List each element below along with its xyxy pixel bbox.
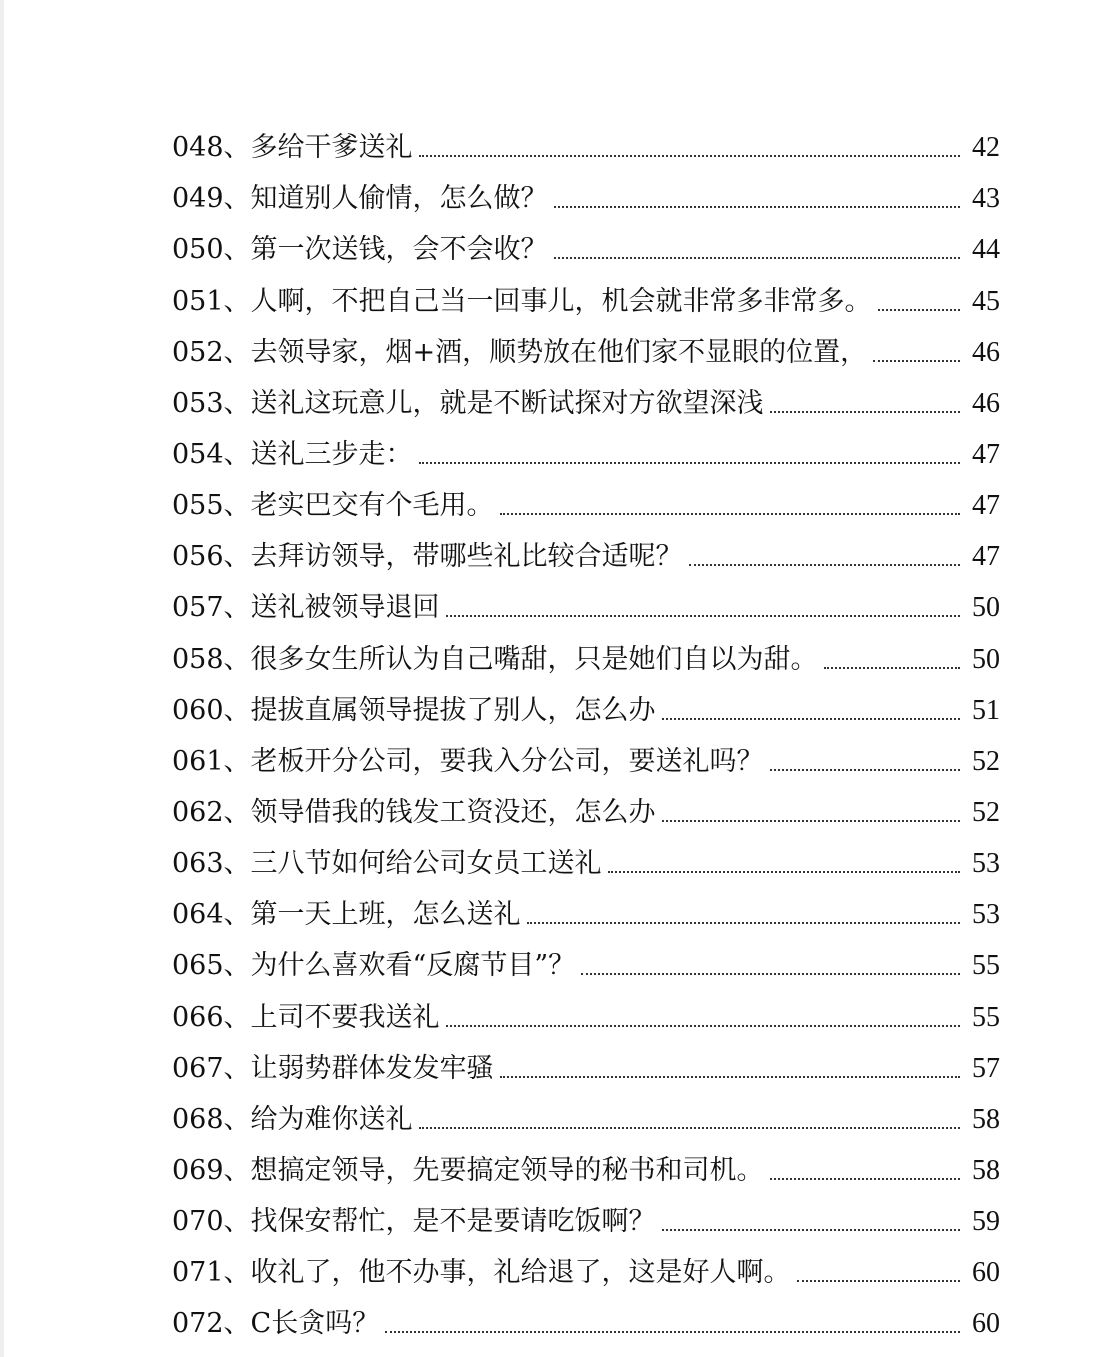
toc-entry[interactable]: [172, 1039, 1000, 1090]
entry-page-number: 60: [972, 1257, 1000, 1289]
entry-number: 063、: [172, 848, 251, 880]
dot-leader: [446, 615, 960, 617]
dot-leader: [554, 257, 960, 259]
dot-leader: [662, 820, 960, 822]
entry-number: 057、: [172, 592, 251, 624]
entry-page-number: 52: [972, 745, 1000, 777]
toc-entry[interactable]: [172, 220, 1000, 271]
dot-leader: [797, 1280, 960, 1282]
entry-title: 送礼被领导退回: [250, 592, 440, 624]
dot-leader: [419, 462, 960, 464]
entry-title: 送礼这玩意儿，就是不断试探对方欲望深浅: [250, 387, 764, 419]
toc-entry[interactable]: [172, 936, 1000, 987]
entry-title: 去领导家，烟+酒，顺势放在他们家不显眼的位置，: [250, 336, 868, 368]
entry-page-number: 58: [972, 1103, 1000, 1135]
entry-number: 058、: [172, 643, 251, 675]
toc-entry[interactable]: [172, 732, 1000, 783]
dot-leader: [527, 922, 960, 924]
dot-leader: [419, 155, 960, 157]
toc-entry[interactable]: [172, 783, 1000, 834]
entry-page-number: 50: [972, 592, 1000, 624]
entry-title: 领导借我的钱发工资没还，怎么办: [250, 796, 656, 828]
entry-page-number: 44: [972, 234, 1000, 266]
dot-leader: [581, 973, 960, 975]
entry-page-number: 43: [972, 183, 1000, 215]
dot-leader: [770, 411, 960, 413]
entry-page-number: 47: [972, 541, 1000, 573]
toc-entry[interactable]: [172, 1192, 1000, 1243]
entry-number: 060、: [172, 694, 251, 726]
dot-leader: [878, 309, 960, 311]
entry-page-number: 58: [972, 1154, 1000, 1186]
entry-page-number: 47: [972, 490, 1000, 522]
dot-leader: [500, 1076, 960, 1078]
toc-entry[interactable]: [172, 1141, 1000, 1192]
entry-number: 049、: [172, 183, 251, 215]
entry-page-number: 60: [972, 1308, 1000, 1340]
entry-number: 064、: [172, 899, 251, 931]
page-left-edge: [0, 0, 4, 1357]
entry-number: 070、: [172, 1206, 251, 1238]
entry-title: 送礼三步走：: [250, 438, 413, 470]
entry-number: 052、: [172, 336, 251, 368]
dot-leader: [770, 769, 960, 771]
toc-entry[interactable]: [172, 118, 1000, 169]
entry-title: 为什么喜欢看“反腐节目”？: [250, 950, 576, 982]
entry-title: 收礼了，他不办事，礼给退了，这是好人啊。: [250, 1257, 791, 1289]
entry-number: 067、: [172, 1052, 251, 1084]
dot-leader: [446, 1025, 960, 1027]
toc-entry[interactable]: [172, 169, 1000, 220]
entry-title: 第一天上班，怎么送礼: [250, 899, 521, 931]
entry-number: 071、: [172, 1257, 251, 1289]
entry-number: 048、: [172, 132, 251, 164]
entry-number: 065、: [172, 950, 251, 982]
entry-page-number: 53: [972, 899, 1000, 931]
entry-title: 让弱势群体发发牢骚: [250, 1052, 494, 1084]
entry-page-number: 42: [972, 132, 1000, 164]
table-of-contents: [172, 118, 1000, 1345]
dot-leader: [500, 513, 960, 515]
dot-leader: [385, 1331, 960, 1333]
toc-entry[interactable]: [172, 374, 1000, 425]
toc-entry[interactable]: [172, 885, 1000, 936]
entry-number: 051、: [172, 285, 251, 317]
entry-page-number: 57: [972, 1052, 1000, 1084]
toc-entry[interactable]: [172, 578, 1000, 629]
entry-page-number: 55: [972, 1001, 1000, 1033]
entry-title: 上司不要我送礼: [250, 1001, 440, 1033]
entry-page-number: 50: [972, 643, 1000, 675]
toc-entry[interactable]: [172, 271, 1000, 322]
entry-title: 知道别人偷情，怎么做？: [250, 183, 548, 215]
entry-page-number: 52: [972, 796, 1000, 828]
dot-leader: [662, 718, 960, 720]
entry-number: 054、: [172, 438, 251, 470]
toc-entry[interactable]: [172, 323, 1000, 374]
entry-page-number: 45: [972, 285, 1000, 317]
entry-number: 055、: [172, 490, 251, 522]
entry-title: 老板开分公司，要我入分公司，要送礼吗？: [250, 745, 764, 777]
entry-title: 想搞定领导，先要搞定领导的秘书和司机。: [250, 1154, 764, 1186]
entry-page-number: 55: [972, 950, 1000, 982]
entry-number: 062、: [172, 796, 251, 828]
entry-title: 给为难你送礼: [250, 1103, 413, 1135]
entry-number: 068、: [172, 1103, 251, 1135]
entry-title: 老实巴交有个毛用。: [250, 490, 494, 522]
entry-number: 072、: [172, 1308, 251, 1340]
toc-entry[interactable]: [172, 681, 1000, 732]
entry-number: 053、: [172, 387, 251, 419]
entry-page-number: 51: [972, 694, 1000, 726]
entry-page-number: 59: [972, 1206, 1000, 1238]
entry-title: 第一次送钱，会不会收？: [250, 234, 548, 266]
toc-entry[interactable]: [172, 1294, 1000, 1345]
dot-leader: [824, 667, 960, 669]
dot-leader: [770, 1178, 960, 1180]
entry-number: 056、: [172, 541, 251, 573]
toc-entry[interactable]: [172, 987, 1000, 1038]
entry-page-number: 46: [972, 387, 1000, 419]
toc-entry[interactable]: [172, 1243, 1000, 1294]
entry-page-number: 53: [972, 848, 1000, 880]
dot-leader: [554, 206, 960, 208]
toc-entry[interactable]: [172, 425, 1000, 476]
toc-entry[interactable]: [172, 834, 1000, 885]
toc-entry[interactable]: [172, 1090, 1000, 1141]
toc-entry[interactable]: [172, 629, 1000, 680]
entry-title: 多给干爹送礼: [250, 132, 413, 164]
entry-number: 050、: [172, 234, 251, 266]
entry-page-number: 47: [972, 438, 1000, 470]
entry-title: 人啊，不把自己当一回事儿，机会就非常多非常多。: [250, 285, 872, 317]
entry-title: 提拔直属领导提拔了别人，怎么办: [250, 694, 656, 726]
entry-title: 很多女生所认为自己嘴甜，只是她们自以为甜。: [250, 643, 818, 675]
toc-entry[interactable]: [172, 527, 1000, 578]
dot-leader: [662, 1229, 960, 1231]
entry-title: 去拜访领导，带哪些礼比较合适呢？: [250, 541, 683, 573]
toc-entry[interactable]: [172, 476, 1000, 527]
entry-title: C长贪吗？: [250, 1308, 380, 1340]
entry-page-number: 46: [972, 336, 1000, 368]
entry-number: 061、: [172, 745, 251, 777]
entry-title: 找保安帮忙，是不是要请吃饭啊？: [250, 1206, 656, 1238]
entry-number: 066、: [172, 1001, 251, 1033]
dot-leader: [608, 871, 960, 873]
dot-leader: [873, 360, 960, 362]
entry-title: 三八节如何给公司女员工送礼: [250, 848, 602, 880]
dot-leader: [419, 1127, 960, 1129]
entry-number: 069、: [172, 1154, 251, 1186]
dot-leader: [689, 564, 960, 566]
